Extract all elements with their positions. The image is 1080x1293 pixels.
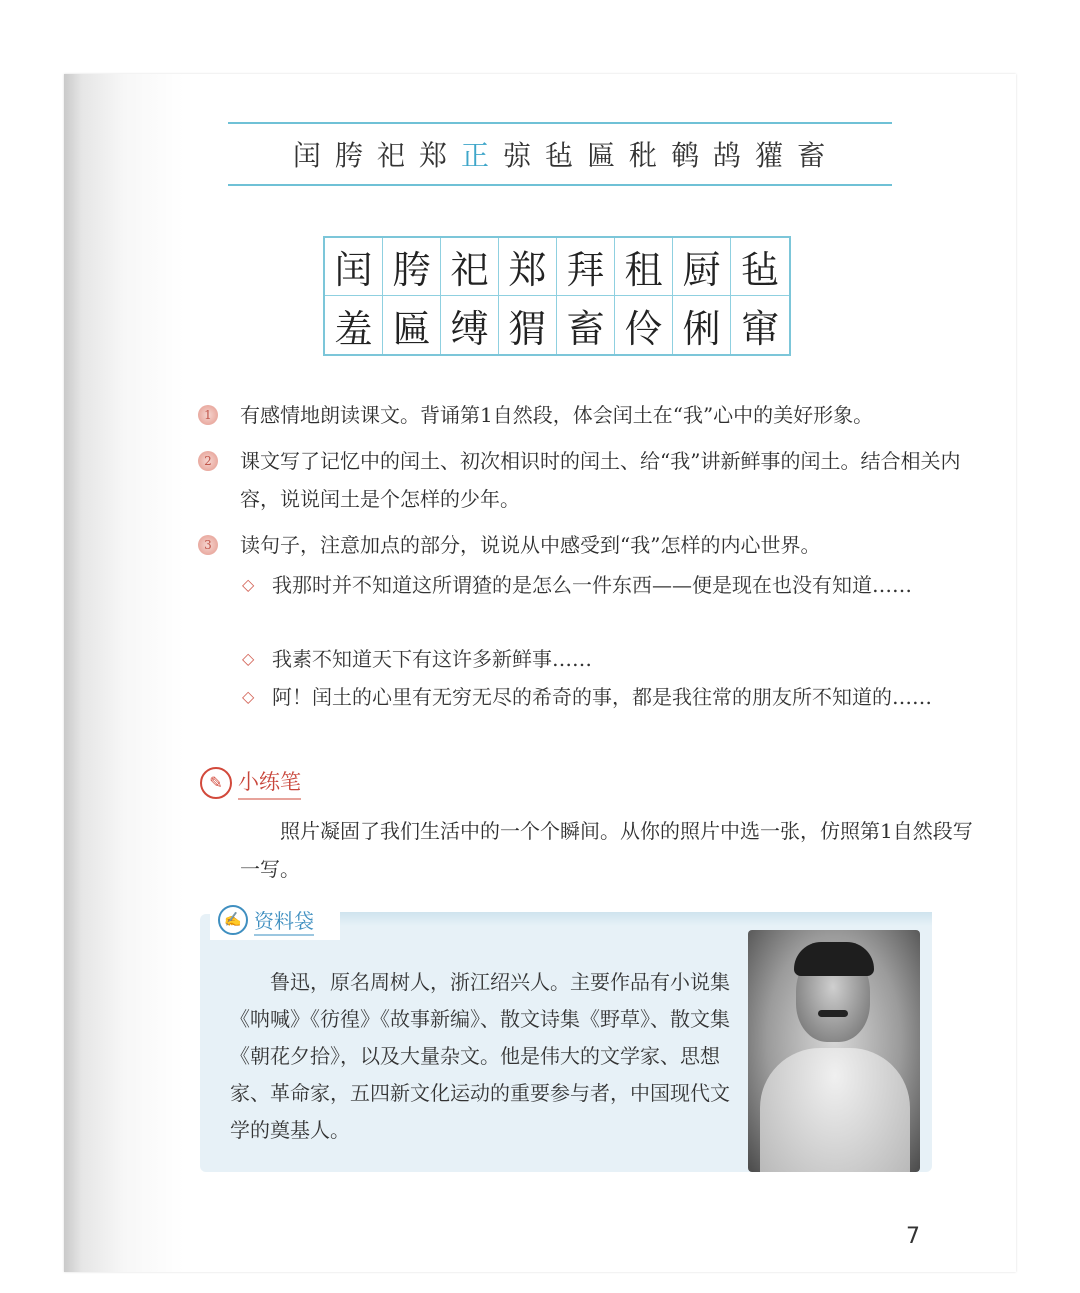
pen-icon: ✎ [200, 767, 232, 799]
question-text: 有感情地朗读课文。背诵第1自然段，体会闰土在“我”心中的美好形象。 [240, 403, 874, 427]
write-char: 拜 [557, 238, 615, 296]
info-label: 资料袋 [254, 905, 314, 936]
practice-section-header [200, 766, 301, 800]
diamond-bullet-icon: ◇ [242, 687, 255, 706]
question-number-badge: 2 [198, 451, 218, 471]
write-char: 胯 [383, 238, 441, 296]
write-char: 闰 [325, 238, 383, 296]
diamond-bullet-icon: ◇ [242, 649, 255, 668]
write-char: 畜 [557, 296, 615, 354]
info-box-header-strip [340, 912, 932, 926]
read-char: 秕 [629, 139, 660, 172]
read-char: 匾 [587, 139, 618, 172]
write-char: 毡 [731, 238, 789, 296]
question-text: 课文写了记忆中的闰土、初次相识时的闰土、给“我”讲新鲜事的闰土。结合相关内容，说说闰土是个怎样的少年。 [240, 449, 961, 511]
lu-xun-portrait [748, 930, 920, 1172]
write-char: 猬 [499, 296, 557, 354]
write-char: 郑 [499, 238, 557, 296]
read-char: 鸪 [713, 139, 744, 172]
read-char: 郑 [418, 139, 449, 172]
practice-text: 照片凝固了我们生活中的一个个瞬间。从你的照片中选一张，仿照第1自然段写一写。 [240, 819, 973, 881]
question-number-badge: 1 [198, 405, 218, 425]
info-section-header [210, 900, 340, 940]
info-text: 鲁迅，原名周树人，浙江绍兴人。主要作品有小说集《呐喊》《彷徨》《故事新编》、散文诗集《野草》、散文集《朝花夕拾》，以及大量杂文。他是伟大的文学家、思想家、革命家，五四新文化运动的重要参与者，中国现代文学的奠基人。 [230, 970, 730, 1142]
read-char: 獾 [755, 139, 786, 172]
question-1 [200, 396, 990, 434]
write-char: 俐 [673, 296, 731, 354]
read-char: 鹌 [671, 139, 702, 172]
info-bag-icon: ✍ [218, 905, 248, 935]
writing-characters-grid [323, 236, 791, 356]
question-number-badge: 3 [198, 535, 218, 555]
write-char: 缚 [441, 296, 499, 354]
write-char: 匾 [383, 296, 441, 354]
read-char-highlighted: 正 [460, 139, 491, 172]
write-char: 窜 [740, 306, 779, 351]
read-char: 闰 [292, 139, 323, 172]
example-sentence-3: ◇ 阿！闰土的心里有无穷无尽的希奇的事，都是我往常的朋友所不知道的…… [242, 678, 982, 716]
page-number: 7 [906, 1224, 920, 1249]
practice-label: 小练笔 [238, 766, 301, 800]
write-char: 伶 [615, 296, 673, 354]
write-char: 租 [615, 238, 673, 296]
write-char: 厨 [673, 238, 731, 296]
read-char: 畜 [797, 139, 828, 172]
example-sentence-2: ◇ 我素不知道天下有这许多新鲜事…… [242, 640, 982, 678]
reading-characters-bar [228, 122, 892, 186]
write-char: 羞 [325, 296, 383, 354]
read-char: 胯 [334, 139, 365, 172]
read-char: 弶 [502, 139, 533, 172]
question-3 [200, 526, 990, 564]
read-char: 毡 [544, 139, 575, 172]
read-char: 祀 [376, 139, 407, 172]
write-char: 祀 [441, 238, 499, 296]
example-sentence-1: ◇ 我那时并不知道这所谓猹的是怎么一件东西——便是现在也没有知道…… [242, 566, 982, 604]
textbook-page [64, 74, 1016, 1272]
question-text: 读句子，注意加点的部分，说说从中感受到“我”怎样的内心世界。 [240, 533, 821, 557]
diamond-bullet-icon: ◇ [242, 575, 255, 594]
question-2 [200, 442, 990, 518]
mustache [818, 1010, 848, 1017]
